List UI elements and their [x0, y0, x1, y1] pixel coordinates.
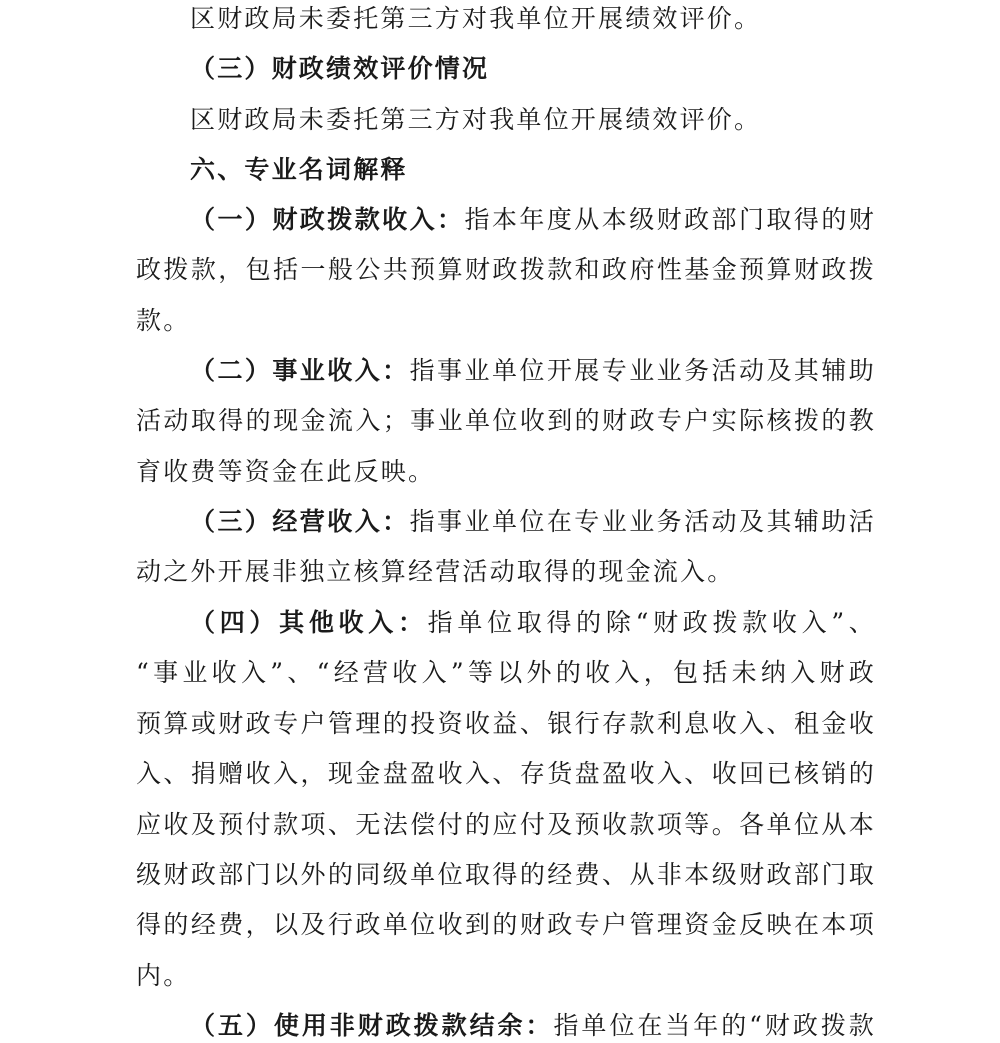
definition-paragraph-line: 得的经费，以及行政单位收到的财政专户管理资金反映在本项: [136, 910, 876, 939]
definition-text: 指事业单位在专业业务活动及其辅助活: [409, 507, 877, 536]
chapter-heading: 六、专业名词解释: [190, 155, 408, 184]
definition-term: （五）使用非财政拨款结余：: [190, 1011, 554, 1040]
definition-paragraph-line: [190, 205, 876, 235]
definition-paragraph-line: [190, 507, 876, 537]
definition-term: （三）经营收入：: [190, 507, 410, 536]
definition-paragraph-line: 应收及预付款项、无法偿付的应付及预收款项等。各单位从本: [136, 810, 876, 839]
definition-paragraph-line: [190, 356, 876, 386]
definition-paragraph-line: 款。: [136, 306, 191, 335]
body-text-line: 区财政局未委托第三方对我单位开展绩效评价。: [190, 4, 762, 33]
definition-term: （四）其他收入：: [190, 608, 428, 637]
definition-paragraph-line: “事业收入”、“经营收入”等以外的收入，包括未纳入财政: [136, 658, 876, 687]
definition-paragraph-line: 预算或财政专户管理的投资收益、银行存款利息收入、租金收: [136, 709, 876, 738]
body-text-line: 区财政局未委托第三方对我单位开展绩效评价。: [190, 105, 762, 134]
definition-paragraph-line: 活动取得的现金流入；事业单位收到的财政专户实际核拨的教: [136, 406, 876, 435]
definition-text: 指事业单位开展专业业务活动及其辅助: [409, 356, 877, 385]
definition-paragraph-line: 动之外开展非独立核算经营活动取得的现金流入。: [136, 557, 735, 586]
definition-paragraph-line: 入、捐赠收入，现金盘盈收入、存货盘盈收入、收回已核销的: [136, 759, 876, 788]
definition-text: 指本年度从本级财政部门取得的财: [464, 205, 876, 234]
definition-paragraph-line: [190, 608, 876, 638]
definition-paragraph-line: 政拨款，包括一般公共预算财政拨款和政府性基金预算财政拨: [136, 255, 876, 284]
definition-paragraph-line: 内。: [136, 961, 191, 990]
definition-term: （二）事业收入：: [190, 356, 410, 385]
definition-paragraph-line: 级财政部门以外的同级单位取得的经费、从非本级财政部门取: [136, 860, 876, 889]
section-heading: （三）财政绩效评价情况: [190, 54, 490, 83]
definition-text: 指单位取得的除“财政拨款收入”、: [427, 608, 877, 637]
definition-paragraph-line: [190, 1011, 876, 1041]
definition-term: （一）财政拨款收入：: [190, 205, 465, 234]
definition-text: 指单位在当年的“财政拨款: [553, 1011, 876, 1040]
definition-paragraph-line: 育收费等资金在此反映。: [136, 457, 436, 486]
